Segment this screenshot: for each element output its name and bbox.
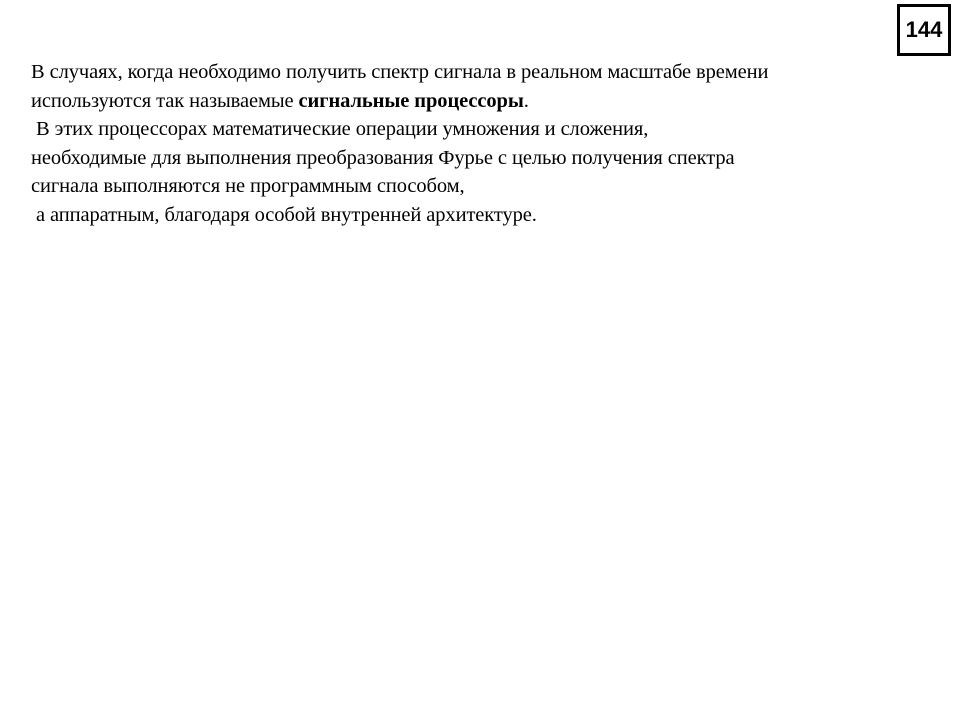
paragraph1-line2-prefix: используются так называемые [31, 89, 299, 112]
signal-processors-term: сигнальные процессоры [298, 89, 524, 112]
paragraph1-line2 [31, 87, 936, 116]
page-number-badge [897, 4, 951, 56]
paragraph2-line4: а аппаратным, благодаря особой внутренней архитектуре. [31, 203, 537, 226]
paragraph1-line1: В случаях, когда необходимо получить спектр сигнала в реальном масштабе времени [31, 61, 769, 83]
paragraph2-line1: В этих процессорах математические операции умножения и сложения, [31, 118, 649, 140]
paragraph2-line3: сигнала выполняются не программным способом, [31, 175, 465, 197]
slide-body-text [31, 58, 936, 229]
page-number: 144 [905, 17, 943, 42]
paragraph2-line2: необходимые для выполнения преобразования Фурье с целью получения спектра [31, 146, 735, 169]
paragraph1-line2-suffix: . [523, 89, 529, 112]
